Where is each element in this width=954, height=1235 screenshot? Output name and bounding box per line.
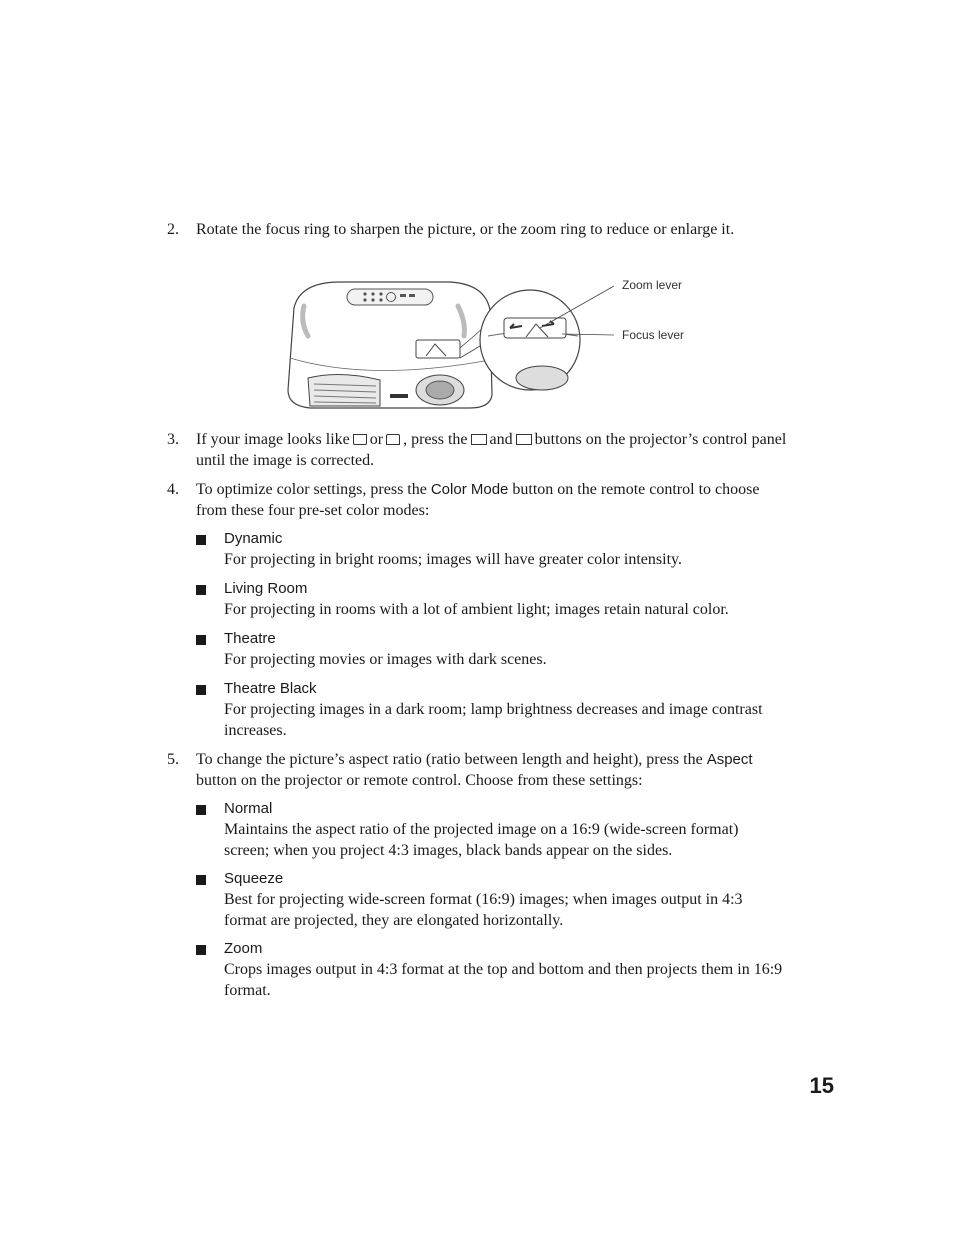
bullet-square xyxy=(196,875,206,885)
list-item-term: Dynamic xyxy=(224,530,283,547)
step-4 xyxy=(167,479,787,521)
step-text: Rotate the focus ring to sharpen the picture, or the zoom ring to reduce or enlarge it. xyxy=(196,221,735,238)
step-text: If your image looks like or , press the and buttons on the projector’s control panel until the image is corrected. xyxy=(196,431,787,469)
step-number: 3. xyxy=(167,431,179,448)
list-item-term: Zoom xyxy=(224,940,263,957)
step-2 xyxy=(167,219,787,240)
keystone-up-button-icon xyxy=(516,434,532,445)
list-item-term: Theatre xyxy=(224,630,276,647)
step-number: 5. xyxy=(167,751,179,768)
step-text: To change the picture’s aspect ratio (ratio between length and height), press the Aspect button on the projector or remote control. Choose from these settings: xyxy=(196,751,753,789)
list-item-desc: Crops images output in 4:3 format at the top and bottom and then projects them in 16:9 format. xyxy=(224,961,783,999)
page-number: 15 xyxy=(809,1073,834,1098)
list-item xyxy=(196,679,786,741)
step-text: To optimize color settings, press the Color Mode button on the remote control to choose from these four pre-set color modes: xyxy=(196,481,760,519)
step-5 xyxy=(167,749,787,791)
keystone-top-icon xyxy=(353,434,367,445)
bullet-square xyxy=(196,805,206,815)
list-item xyxy=(196,799,786,861)
bullet-square xyxy=(196,535,206,545)
aspect-button-name: Aspect xyxy=(706,751,753,768)
list-item xyxy=(196,869,786,931)
keystone-bottom-icon xyxy=(386,434,400,445)
bullet-square xyxy=(196,585,206,595)
list-item-desc: Best for projecting wide-screen format (16:9) images; when images output in 4:3 format are projected, they are elongated horizontally. xyxy=(224,891,743,929)
list-item-desc: For projecting in rooms with a lot of ambient light; images retain natural color. xyxy=(224,601,729,618)
step-3 xyxy=(167,429,787,471)
bullet-square xyxy=(196,685,206,695)
list-item-desc: For projecting images in a dark room; lamp brightness decreases and image contrast increases. xyxy=(224,701,763,739)
list-item xyxy=(196,529,786,570)
keystone-down-button-icon xyxy=(471,434,487,445)
bullet-square xyxy=(196,635,206,645)
list-item-term: Normal xyxy=(224,800,273,817)
projector-figure xyxy=(280,270,700,420)
step-number: 4. xyxy=(167,481,179,498)
bullet-square xyxy=(196,945,206,955)
list-item-term: Squeeze xyxy=(224,870,284,887)
list-item xyxy=(196,629,786,670)
list-item-term: Theatre Black xyxy=(224,680,317,697)
list-item-desc: Maintains the aspect ratio of the projected image on a 16:9 (wide-screen format) screen; when you project 4:3 images, black bands appear on the sides. xyxy=(224,821,739,859)
list-item-term: Living Room xyxy=(224,580,308,597)
step-number: 2. xyxy=(167,221,179,238)
list-item-desc: For projecting in bright rooms; images will have greater color intensity. xyxy=(224,551,682,568)
focus-lever-label: Focus lever xyxy=(622,328,685,342)
projector-illustration xyxy=(280,270,700,420)
list-item-desc: For projecting movies or images with dark scenes. xyxy=(224,651,547,668)
list-item xyxy=(196,939,786,1001)
list-item xyxy=(196,579,786,620)
zoom-lever-label: Zoom lever xyxy=(622,278,683,292)
color-mode-button-name: Color Mode xyxy=(430,481,509,498)
